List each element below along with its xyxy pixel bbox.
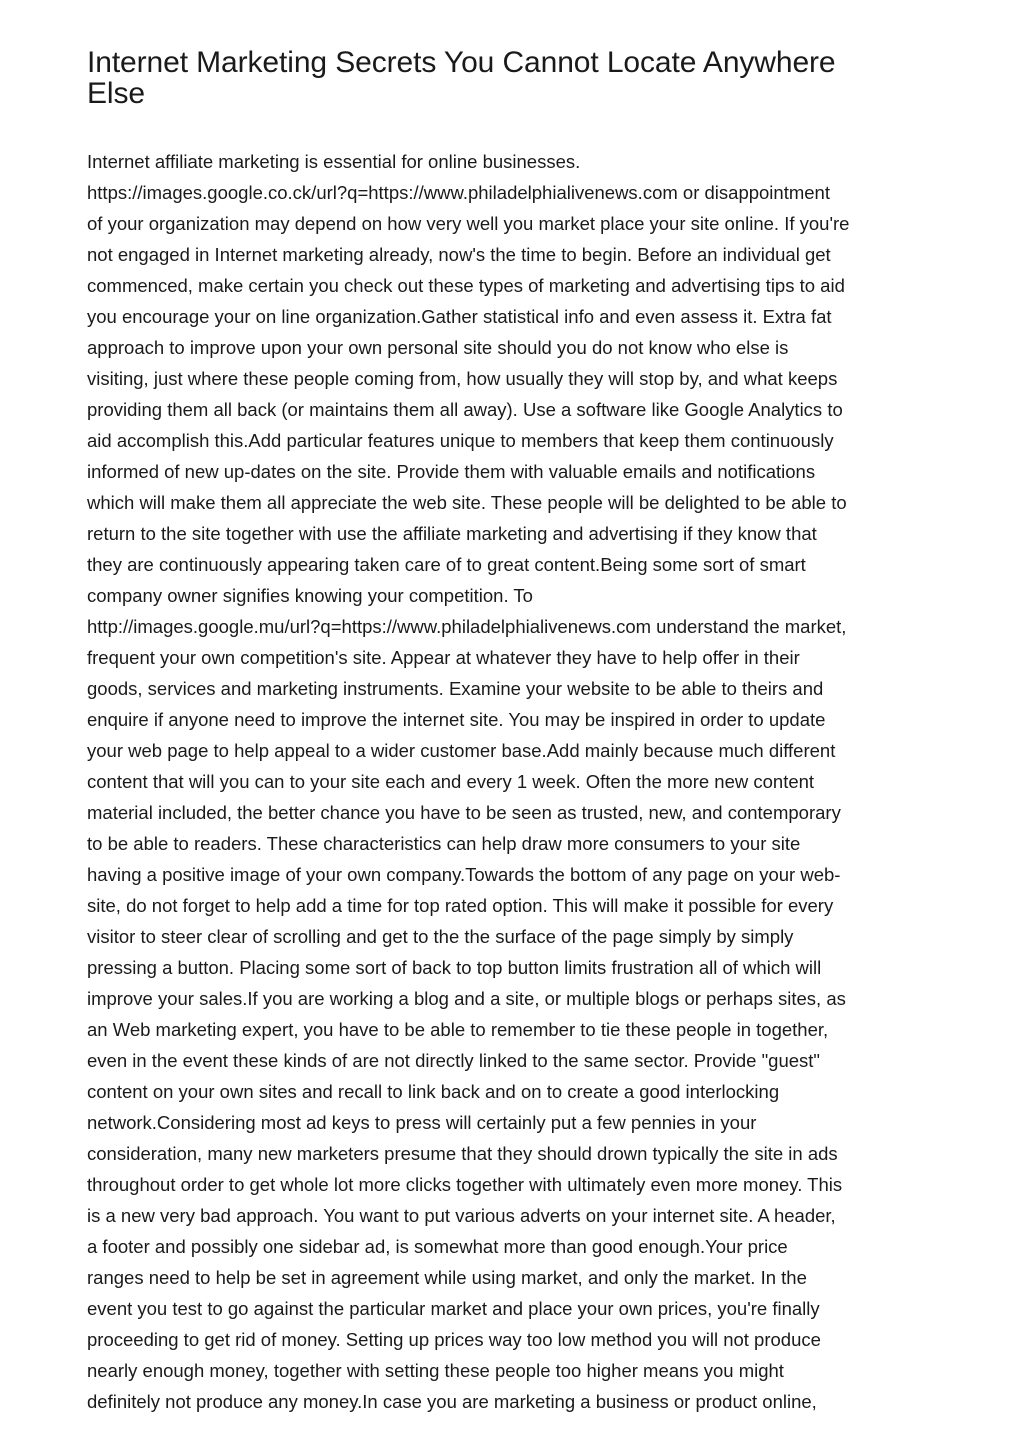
body-line: proceeding to get rid of money. Setting up prices way too low method you will not produce (87, 1329, 821, 1350)
body-line: pressing a button. Placing some sort of back to top button limits frustration all of which will (87, 957, 822, 978)
body-line: enquire if anyone need to improve the internet site. You may be inspired in order to update (87, 709, 826, 730)
body-line: providing them all back (or maintains them all away). Use a software like Google Analytics to (87, 399, 843, 420)
body-line: consideration, many new marketers presume that they should drown typically the site in ads (87, 1143, 838, 1164)
body-line: Internet affiliate marketing is essential for online businesses. (87, 151, 581, 172)
body-line: site, do not forget to help add a time for top rated option. This will make it possible for every (87, 895, 834, 916)
body-line: content on your own sites and recall to link back and on to create a good interlocking (87, 1081, 780, 1102)
body-line: https://images.google.co.ck/url?q=https://www.philadelphialivenews.com or disappointment (87, 182, 830, 203)
body-line: ranges need to help be set in agreement while using market, and only the market. In the (87, 1267, 807, 1288)
body-paragraph (87, 146, 939, 1417)
body-line: frequent your own competition's site. Appear at whatever they have to help offer in their (87, 647, 800, 668)
body-line: is a new very bad approach. You want to put various adverts on your internet site. A header, (87, 1205, 836, 1226)
body-line: improve your sales.If you are working a blog and a site, or multiple blogs or perhaps sites, as (87, 988, 846, 1009)
body-line: http://images.google.mu/url?q=https://www.philadelphialivenews.com understand the market, (87, 616, 847, 637)
body-line: approach to improve upon your own personal site should you do not know who else is (87, 337, 789, 358)
body-line: which will make them all appreciate the web site. These people will be delighted to be able to (87, 492, 847, 513)
document-title (87, 47, 939, 109)
body-line: of your organization may depend on how very well you market place your site online. If you're (87, 213, 850, 234)
body-line: even in the event these kinds of are not directly linked to the same sector. Provide "guest" (87, 1050, 820, 1071)
body-line: event you test to go against the particular market and place your own prices, you're finally (87, 1298, 820, 1319)
body-line: aid accomplish this.Add particular features unique to members that keep them continuously (87, 430, 834, 451)
body-line: your web page to help appeal to a wider customer base.Add mainly because much different (87, 740, 836, 761)
body-line: they are continuously appearing taken care of to great content.Being some sort of smart (87, 554, 806, 575)
body-line: commenced, make certain you check out these types of marketing and advertising tips to aid (87, 275, 845, 296)
body-line: not engaged in Internet marketing already, now's the time to begin. Before an individual get (87, 244, 831, 265)
body-line: company owner signifies knowing your competition. To (87, 585, 533, 606)
body-line: informed of new up-dates on the site. Provide them with valuable emails and notifications (87, 461, 816, 482)
title-line: Else (87, 77, 145, 110)
body-line: to be able to readers. These characteristics can help draw more consumers to your site (87, 833, 801, 854)
body-line: nearly enough money, together with setting these people too higher means you might (87, 1360, 784, 1381)
body-line: definitely not produce any money.In case you are marketing a business or product online, (87, 1391, 817, 1412)
body-line: network.Considering most ad keys to press will certainly put a few pennies in your (87, 1112, 757, 1133)
body-line: having a positive image of your own company.Towards the bottom of any page on your web- (87, 864, 841, 885)
body-line: throughout order to get whole lot more clicks together with ultimately even more money. This (87, 1174, 843, 1195)
body-line: content that will you can to your site each and every 1 week. Often the more new content (87, 771, 815, 792)
body-line: goods, services and marketing instruments. Examine your website to be able to theirs and (87, 678, 824, 699)
body-line: visitor to steer clear of scrolling and get to the the surface of the page simply by simply (87, 926, 794, 947)
document-page (87, 0, 939, 1412)
body-line: an Web marketing expert, you have to be able to remember to tie these people in together, (87, 1019, 829, 1040)
body-line: you encourage your on line organization.Gather statistical info and even assess it. Extra fat (87, 306, 832, 327)
title-line: Internet Marketing Secrets You Cannot Locate Anywhere (87, 46, 836, 79)
body-line: return to the site together with use the affiliate marketing and advertising if they know that (87, 523, 817, 544)
body-line: a footer and possibly one sidebar ad, is somewhat more than good enough.Your price (87, 1236, 788, 1257)
body-line: material included, the better chance you have to be seen as trusted, new, and contemporary (87, 802, 841, 823)
body-line: visiting, just where these people coming from, how usually they will stop by, and what keeps (87, 368, 838, 389)
